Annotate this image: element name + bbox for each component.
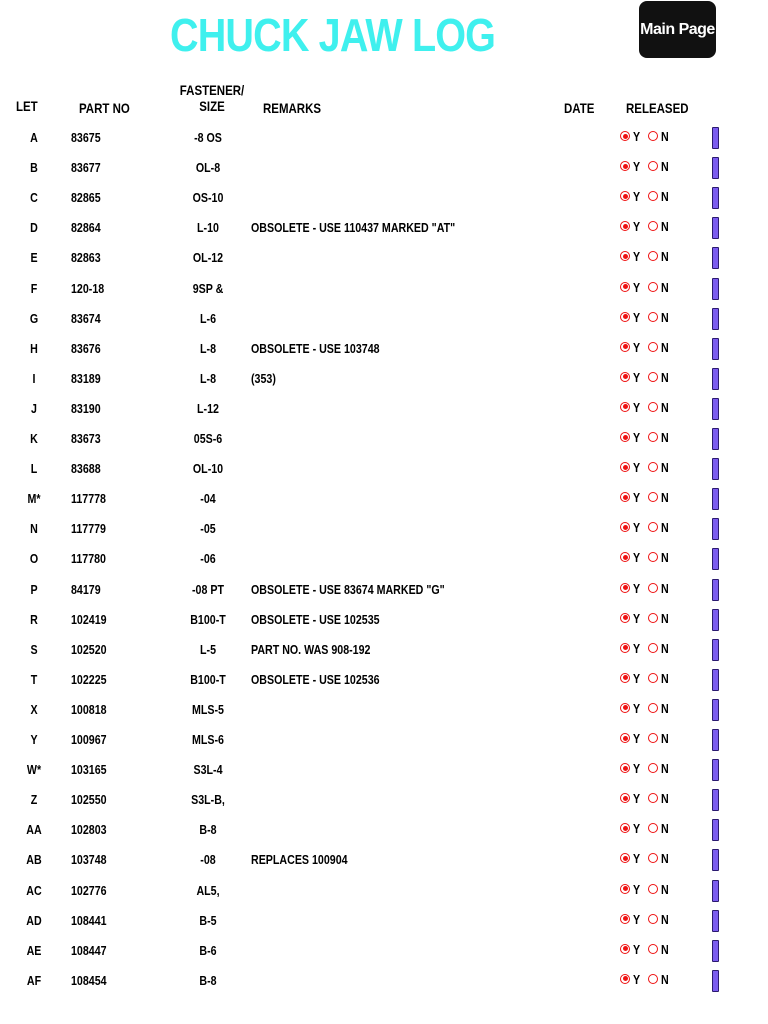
released-no-label: N (661, 490, 669, 506)
column-header-fastener (178, 82, 247, 114)
row-fastener-size: MLS-6 (192, 732, 224, 747)
released-no-radio[interactable] (648, 583, 658, 593)
row-let: AE (26, 942, 42, 958)
row-fastener-size: B-8 (199, 972, 217, 988)
column-header-remarks: REMARKS (263, 100, 322, 116)
table-row (0, 726, 768, 756)
row-part-no: 100818 (71, 701, 107, 717)
released-yes-label: Y (633, 399, 641, 415)
row-part-no: 83688 (71, 461, 101, 477)
row-let: F (30, 280, 38, 296)
released-yes-radio[interactable] (620, 673, 630, 683)
released-yes-radio[interactable] (620, 191, 630, 201)
released-yes-radio[interactable] (620, 974, 630, 984)
row-part-no: 120-18 (71, 280, 105, 296)
row-remarks: OBSOLETE - USE 102535 (251, 611, 380, 627)
released-no-label: N (661, 309, 669, 325)
table-row (0, 154, 768, 184)
table-row (0, 335, 768, 365)
row-part-no: 83676 (71, 340, 101, 356)
released-no-label: N (661, 941, 669, 957)
row-edit-button[interactable] (712, 458, 719, 480)
table-row (0, 696, 768, 726)
row-edit-button[interactable] (712, 398, 719, 420)
released-no-label: N (661, 129, 669, 144)
released-no-radio[interactable] (648, 342, 658, 352)
table-row (0, 365, 768, 395)
released-yes-radio[interactable] (620, 522, 630, 532)
row-part-no: 108441 (71, 912, 107, 928)
table-row (0, 305, 768, 335)
released-no-radio[interactable] (648, 221, 658, 231)
released-yes-radio[interactable] (620, 221, 630, 231)
released-yes-label: Y (633, 791, 641, 807)
page-title: CHUCK JAW LOG (170, 9, 496, 61)
released-yes-radio[interactable] (620, 613, 630, 623)
row-let: D (30, 220, 38, 236)
row-fastener-size: OL-8 (195, 160, 221, 176)
released-yes-label: Y (633, 851, 641, 867)
row-part-no: 82864 (71, 220, 101, 236)
row-fastener-size: B-8 (199, 822, 217, 838)
released-no-label: N (661, 700, 669, 716)
row-remarks: OBSOLETE - USE 102536 (251, 671, 380, 687)
row-edit-button[interactable] (712, 308, 719, 330)
table-row (0, 455, 768, 485)
row-edit-button[interactable] (712, 669, 719, 691)
table-row (0, 606, 768, 636)
row-edit-button[interactable] (712, 970, 719, 992)
row-fastener-size: -08 (200, 852, 216, 868)
released-yes-radio[interactable] (620, 733, 630, 743)
table-row (0, 545, 768, 575)
released-no-label: N (661, 520, 669, 536)
row-edit-button[interactable] (712, 548, 719, 570)
table-row (0, 515, 768, 545)
released-no-radio[interactable] (648, 914, 658, 924)
row-let: W* (26, 762, 42, 778)
row-fastener-size: -06 (200, 551, 216, 567)
row-edit-button[interactable] (712, 338, 719, 360)
released-no-label: N (661, 580, 669, 596)
table-row (0, 124, 768, 154)
row-let: Y (30, 732, 38, 747)
released-no-label: N (661, 399, 669, 415)
column-header-released: RELEASED (626, 100, 689, 116)
released-no-radio[interactable] (648, 372, 658, 382)
released-yes-radio[interactable] (620, 402, 630, 412)
row-fastener-size: -8 OS (194, 130, 222, 145)
released-no-label: N (661, 339, 669, 355)
row-let: AA (26, 822, 42, 838)
row-let: T (30, 671, 38, 687)
row-part-no: 108454 (71, 972, 107, 988)
released-no-radio[interactable] (648, 733, 658, 743)
released-yes-label: Y (633, 971, 641, 987)
released-yes-radio[interactable] (620, 583, 630, 593)
released-yes-label: Y (633, 640, 641, 656)
row-let: AB (26, 852, 42, 868)
row-let: L (30, 461, 38, 477)
released-yes-radio[interactable] (620, 432, 630, 442)
row-edit-button[interactable] (712, 127, 719, 149)
row-part-no: 103748 (71, 852, 107, 868)
row-fastener-size: -04 (200, 491, 216, 507)
row-let: C (30, 190, 38, 206)
released-no-label: N (661, 670, 669, 686)
row-part-no: 82865 (71, 190, 101, 206)
row-let: AD (26, 912, 42, 928)
released-no-radio[interactable] (648, 793, 658, 803)
released-yes-radio[interactable] (620, 161, 630, 171)
table-row (0, 756, 768, 786)
released-yes-label: Y (633, 369, 641, 385)
released-yes-label: Y (633, 490, 641, 506)
row-fastener-size: OL-12 (192, 250, 224, 266)
row-part-no: 102419 (71, 611, 107, 627)
released-no-label: N (661, 159, 669, 175)
released-yes-radio[interactable] (620, 823, 630, 833)
row-edit-button[interactable] (712, 849, 719, 871)
released-no-radio[interactable] (648, 884, 658, 894)
row-edit-button[interactable] (712, 609, 719, 631)
row-part-no: 117778 (71, 491, 106, 507)
row-fastener-size: AL5, (196, 882, 220, 898)
released-yes-label: Y (633, 159, 641, 175)
released-no-radio[interactable] (648, 161, 658, 171)
released-no-radio[interactable] (648, 613, 658, 623)
released-yes-label: Y (633, 881, 641, 897)
released-no-label: N (661, 971, 669, 987)
table-row (0, 214, 768, 244)
table-row (0, 275, 768, 305)
table-row (0, 816, 768, 846)
row-let: G (29, 310, 39, 326)
released-yes-label: Y (633, 219, 641, 235)
released-yes-radio[interactable] (620, 552, 630, 562)
row-part-no: 82863 (71, 250, 101, 266)
row-part-no: 108447 (71, 942, 107, 958)
released-yes-label: Y (633, 670, 641, 686)
row-fastener-size: 05S-6 (193, 431, 223, 446)
row-part-no: 117779 (71, 521, 106, 537)
released-no-radio[interactable] (648, 673, 658, 683)
row-let: K (30, 431, 38, 446)
row-remarks: (353) (251, 370, 276, 386)
row-edit-button[interactable] (712, 789, 719, 811)
released-no-radio[interactable] (648, 853, 658, 863)
row-fastener-size: B100-T (190, 611, 226, 627)
released-yes-label: Y (633, 700, 641, 716)
row-fastener-size: B-6 (199, 942, 217, 958)
released-yes-label: Y (633, 731, 641, 746)
row-let: J (31, 400, 37, 416)
released-yes-label: Y (633, 520, 641, 536)
column-header-fastener-line2: SIZE (199, 98, 225, 114)
table-row (0, 786, 768, 816)
released-yes-label: Y (633, 821, 641, 837)
released-no-label: N (661, 610, 669, 626)
row-fastener-size: OS-10 (192, 190, 224, 206)
table-row (0, 244, 768, 274)
released-no-label: N (661, 460, 669, 476)
column-header-let: LET (16, 98, 38, 114)
row-edit-button[interactable] (712, 278, 719, 300)
row-edit-button[interactable] (712, 910, 719, 932)
row-let: O (29, 551, 39, 567)
row-fastener-size: S3L-4 (193, 762, 223, 778)
released-yes-radio[interactable] (620, 793, 630, 803)
row-fastener-size: MLS-5 (192, 701, 224, 717)
column-header-date: DATE (564, 100, 595, 116)
released-yes-radio[interactable] (620, 251, 630, 261)
released-no-label: N (661, 821, 669, 837)
released-yes-label: Y (633, 580, 641, 596)
row-fastener-size: L-10 (197, 220, 219, 236)
row-part-no: 102803 (71, 822, 107, 838)
table-row (0, 666, 768, 696)
row-edit-button[interactable] (712, 428, 719, 450)
table-row (0, 425, 768, 455)
table-row (0, 877, 768, 907)
row-let: I (32, 370, 36, 386)
row-edit-button[interactable] (712, 759, 719, 781)
released-no-radio[interactable] (648, 823, 658, 833)
column-header-part-no: PART NO (79, 100, 130, 116)
released-no-label: N (661, 550, 669, 566)
released-no-radio[interactable] (648, 703, 658, 713)
released-yes-label: Y (633, 550, 641, 566)
row-fastener-size: OL-10 (192, 461, 224, 477)
table-row (0, 636, 768, 666)
released-no-radio[interactable] (648, 462, 658, 472)
released-yes-label: Y (633, 610, 641, 626)
row-remarks: REPLACES 100904 (251, 852, 348, 868)
released-yes-radio[interactable] (620, 131, 630, 141)
row-fastener-size: L-6 (200, 310, 216, 326)
table-row (0, 846, 768, 876)
row-edit-button[interactable] (712, 699, 719, 721)
table-row (0, 576, 768, 606)
released-yes-radio[interactable] (620, 312, 630, 322)
column-header-fastener-line1: FASTENER/ (179, 82, 245, 98)
row-edit-button[interactable] (712, 488, 719, 510)
row-fastener-size: 9SP & (192, 280, 224, 296)
row-let: AC (26, 882, 42, 898)
released-yes-radio[interactable] (620, 282, 630, 292)
released-no-radio[interactable] (648, 282, 658, 292)
row-let: AF (26, 972, 42, 988)
released-no-radio[interactable] (648, 522, 658, 532)
released-no-radio[interactable] (648, 191, 658, 201)
table-row (0, 184, 768, 214)
row-part-no: 103165 (71, 762, 107, 778)
row-let: N (30, 521, 38, 537)
released-no-radio[interactable] (648, 131, 658, 141)
released-no-radio[interactable] (648, 492, 658, 502)
row-part-no: 102520 (71, 641, 107, 657)
row-part-no: 84179 (71, 581, 101, 597)
row-edit-button[interactable] (712, 187, 719, 209)
row-fastener-size: S3L-B, (191, 792, 225, 808)
row-fastener-size: B100-T (190, 671, 226, 687)
released-no-label: N (661, 911, 669, 927)
row-edit-button[interactable] (712, 880, 719, 902)
row-remarks: OBSOLETE - USE 103748 (251, 340, 380, 356)
released-no-label: N (661, 249, 669, 265)
row-part-no: 117780 (71, 551, 106, 567)
row-let: E (30, 250, 38, 266)
released-yes-radio[interactable] (620, 703, 630, 713)
released-yes-label: Y (633, 911, 641, 927)
row-edit-button[interactable] (712, 940, 719, 962)
released-no-radio[interactable] (648, 944, 658, 954)
table-row (0, 907, 768, 937)
row-part-no: 83674 (71, 310, 101, 326)
released-no-label: N (661, 640, 669, 656)
row-fastener-size: -08 PT (191, 581, 224, 597)
released-yes-radio[interactable] (620, 884, 630, 894)
row-let: A (30, 130, 38, 145)
row-let: P (30, 581, 38, 597)
row-let: S (30, 641, 38, 657)
row-remarks: PART NO. WAS 908-192 (251, 641, 371, 657)
table-row (0, 967, 768, 997)
released-no-label: N (661, 791, 669, 807)
released-yes-label: Y (633, 430, 641, 445)
row-fastener-size: L-5 (200, 641, 216, 657)
released-yes-label: Y (633, 189, 641, 205)
released-yes-radio[interactable] (620, 462, 630, 472)
row-remarks: OBSOLETE - USE 83674 MARKED "G" (251, 581, 445, 597)
row-fastener-size: B-5 (199, 912, 217, 928)
main-page-button[interactable]: Main Page (639, 1, 716, 58)
row-edit-button[interactable] (712, 157, 719, 179)
released-no-radio[interactable] (648, 251, 658, 261)
released-yes-label: Y (633, 309, 641, 325)
released-no-radio[interactable] (648, 763, 658, 773)
released-no-radio[interactable] (648, 402, 658, 412)
row-part-no: 83189 (71, 370, 101, 386)
row-let: R (30, 611, 38, 627)
row-edit-button[interactable] (712, 639, 719, 661)
row-remarks: OBSOLETE - USE 110437 MARKED "AT" (251, 220, 456, 236)
table-row (0, 937, 768, 967)
released-no-label: N (661, 761, 669, 777)
row-part-no: 83673 (71, 431, 101, 446)
row-let: X (30, 701, 38, 717)
released-yes-label: Y (633, 460, 641, 476)
table-row (0, 395, 768, 425)
row-part-no: 102776 (71, 882, 107, 898)
released-yes-radio[interactable] (620, 763, 630, 773)
row-edit-button[interactable] (712, 729, 719, 751)
released-no-radio[interactable] (648, 643, 658, 653)
row-fastener-size: L-8 (200, 340, 216, 356)
released-no-radio[interactable] (648, 552, 658, 562)
released-no-label: N (661, 731, 669, 746)
released-no-label: N (661, 189, 669, 205)
released-yes-radio[interactable] (620, 342, 630, 352)
row-let: M* (27, 491, 41, 507)
released-no-label: N (661, 881, 669, 897)
row-part-no: 100967 (71, 732, 107, 747)
row-let: B (30, 160, 38, 176)
released-yes-radio[interactable] (620, 944, 630, 954)
row-let: H (30, 340, 38, 356)
row-fastener-size: L-8 (200, 370, 216, 386)
released-yes-label: Y (633, 129, 641, 144)
row-part-no: 102550 (71, 792, 107, 808)
row-part-no: 102225 (71, 671, 107, 687)
released-no-label: N (661, 369, 669, 385)
released-yes-label: Y (633, 249, 641, 265)
row-part-no: 83675 (71, 130, 101, 145)
released-no-radio[interactable] (648, 974, 658, 984)
released-yes-label: Y (633, 941, 641, 957)
row-edit-button[interactable] (712, 579, 719, 601)
released-no-radio[interactable] (648, 432, 658, 442)
row-part-no: 83190 (71, 400, 101, 416)
row-let: Z (30, 792, 38, 808)
released-no-label: N (661, 279, 669, 295)
row-fastener-size: L-12 (197, 400, 219, 416)
released-yes-label: Y (633, 279, 641, 295)
released-no-label: N (661, 430, 669, 445)
row-edit-button[interactable] (712, 819, 719, 841)
row-part-no: 83677 (71, 160, 101, 176)
released-no-label: N (661, 219, 669, 235)
released-yes-radio[interactable] (620, 643, 630, 653)
row-edit-button[interactable] (712, 247, 719, 269)
released-yes-label: Y (633, 761, 641, 777)
released-yes-label: Y (633, 339, 641, 355)
row-fastener-size: -05 (200, 521, 216, 537)
released-yes-radio[interactable] (620, 853, 630, 863)
released-yes-radio[interactable] (620, 914, 630, 924)
row-edit-button[interactable] (712, 368, 719, 390)
released-yes-radio[interactable] (620, 492, 630, 502)
released-no-label: N (661, 851, 669, 867)
released-yes-radio[interactable] (620, 372, 630, 382)
table-row (0, 485, 768, 515)
released-no-radio[interactable] (648, 312, 658, 322)
row-edit-button[interactable] (712, 518, 719, 540)
row-edit-button[interactable] (712, 217, 719, 239)
